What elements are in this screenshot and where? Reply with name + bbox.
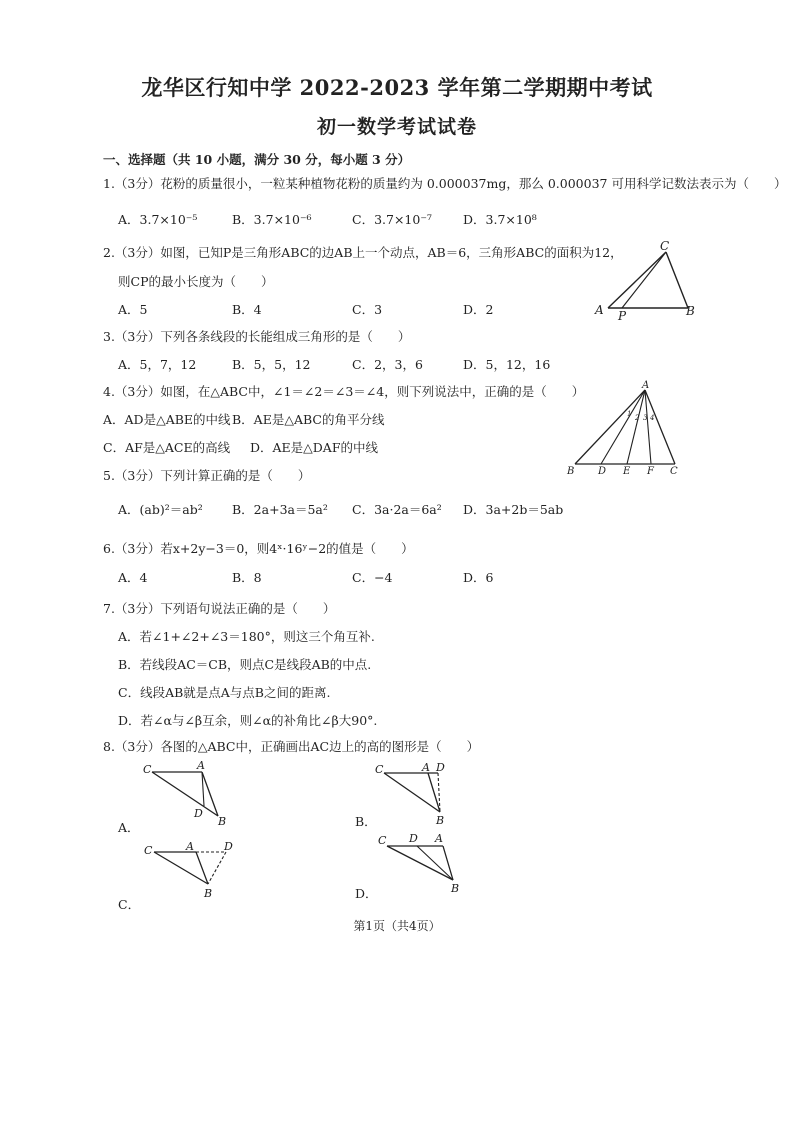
q4-option-c: C．AF是△ACE的高线: [103, 440, 231, 455]
q8-figure-c: [140, 838, 250, 903]
q8c-label-d: D: [224, 840, 233, 853]
q3-option-b: B．5，5，12: [232, 357, 311, 372]
q4-angle-2: 2: [635, 414, 640, 422]
q2-stem-line1: 2.（3分）如图，已知P是三角形ABC的边AB上一个动点，AB＝6，三角形ABC的面积为12，: [103, 245, 623, 260]
q2-label-p: P: [618, 309, 627, 323]
q8c-label-a: A: [186, 840, 194, 853]
q4-angle-1: 1: [627, 410, 632, 418]
page-footer: 第1页（共4页）: [353, 919, 441, 933]
q3-option-d: D．5，12，16: [463, 357, 551, 372]
q8b-label-b: B: [436, 814, 445, 827]
q8d-label-d: D: [409, 832, 418, 845]
q6-option-b: B．8: [232, 570, 262, 585]
q5-option-b: B．2a+3a＝5a²: [232, 502, 328, 517]
q2-label-a: A: [595, 303, 604, 317]
q8d-label-b: B: [451, 882, 460, 895]
q8a-label-d: D: [194, 807, 203, 820]
q4-angle-3: 3: [643, 414, 648, 422]
q4-angle-figure: [567, 380, 682, 477]
q1-option-a: A．3.7×10⁻⁵: [118, 212, 198, 227]
q2-option-a: A．5: [118, 302, 148, 317]
q4-angle-4: 4: [650, 414, 655, 422]
q8-figure-a: [140, 760, 240, 830]
q8a-label-c: C: [143, 763, 152, 776]
q1-option-d: D．3.7×10⁸: [463, 212, 537, 227]
q8-option-d: D．: [355, 886, 378, 901]
q8b-label-c: C: [375, 763, 384, 776]
q6-option-c: C．−4: [352, 570, 393, 585]
q8d-label-c: C: [378, 834, 387, 847]
q8c-label-b: B: [204, 887, 213, 900]
q3-stem: 3.（3分）下列各条线段的长能组成三角形的是（ ）: [103, 329, 411, 344]
q8c-label-c: C: [144, 844, 153, 857]
q4-label-b: B: [567, 466, 575, 477]
q1-option-b: B．3.7×10⁻⁶: [232, 212, 312, 227]
q7-option-d: D．若∠α与∠β互余，则∠α的补角比∠β大90°.: [118, 713, 378, 728]
q4-label-e: E: [623, 466, 631, 477]
q4-option-b: B．AE是△ABC的角平分线: [232, 412, 385, 427]
q6-option-a: A．4: [118, 570, 148, 585]
q4-label-f: F: [647, 466, 654, 477]
exam-subtitle: 初一数学考试试卷: [316, 116, 477, 138]
q5-stem: 5.（3分）下列计算正确的是（ ）: [103, 468, 311, 483]
q8a-label-a: A: [197, 759, 205, 772]
q7-option-b: B．若线段AC＝CB，则点C是线段AB的中点.: [118, 657, 372, 672]
q5-option-a: A．(ab)²＝ab²: [118, 502, 203, 517]
q2-label-b: B: [686, 304, 695, 318]
q3-option-c: C．2，3，6: [352, 357, 423, 372]
q5-option-d: D．3a+2b＝5ab: [463, 502, 564, 517]
q8-figure-d: [375, 830, 475, 895]
q2-label-c: C: [660, 239, 670, 253]
q8-option-c: C．: [118, 897, 141, 912]
q2-option-b: B．4: [232, 302, 262, 317]
q1-stem: 1.（3分）花粉的质量很小，一粒某种植物花粉的质量约为 0.000037mg，那么 0.000037 可用科学记数法表示为（ ）: [103, 176, 787, 191]
q8-figure-b: [370, 760, 470, 830]
q4-label-c: C: [670, 466, 678, 477]
q8-option-a: A．: [118, 820, 140, 835]
q1-option-c: C．3.7×10⁻⁷: [352, 212, 432, 227]
q2-triangle-figure: [590, 240, 700, 325]
q5-option-c: C．3a·2a＝6a²: [352, 502, 442, 517]
q2-option-d: D．2: [463, 302, 494, 317]
q8-stem: 8.（3分）各图的△ABC中，正确画出AC边上的高的图形是（ ）: [103, 739, 480, 754]
q7-option-a: A．若∠1+∠2+∠3＝180°，则这三个角互补.: [118, 629, 375, 644]
exam-title: 龙华区行知中学 2022-2023 学年第二学期期中考试: [141, 75, 653, 100]
q8b-label-d: D: [436, 761, 445, 774]
q4-stem: 4.（3分）如图，在△ABC中，∠1＝∠2＝∠3＝∠4，则下列说法中，正确的是（ ）: [103, 384, 585, 399]
q3-option-a: A．5，7，12: [118, 357, 197, 372]
q4-label-d: D: [598, 466, 607, 477]
q4-option-d: D．AE是△DAF的中线: [250, 440, 379, 455]
q6-stem: 6.（3分）若x+2y−3＝0，则4ˣ·16ʸ−2的值是（ ）: [103, 541, 414, 556]
q7-stem: 7.（3分）下列语句说法正确的是（ ）: [103, 601, 336, 616]
q4-label-a: A: [642, 380, 650, 391]
q6-option-d: D．6: [463, 570, 494, 585]
q8d-label-a: A: [435, 832, 443, 845]
q2-option-c: C．3: [352, 302, 383, 317]
q8-option-b: B．: [355, 814, 377, 829]
q8a-label-b: B: [218, 815, 227, 828]
q4-option-a: A．AD是△ABE的中线: [103, 412, 231, 427]
q2-stem-line2: 则CP的最小长度为（ ）: [118, 274, 274, 289]
q8b-label-a: A: [422, 761, 430, 774]
section-heading: 一、选择题（共 10 小题，满分 30 分，每小题 3 分）: [103, 152, 411, 167]
q7-option-c: C．线段AB就是点A与点B之间的距离.: [118, 685, 331, 700]
